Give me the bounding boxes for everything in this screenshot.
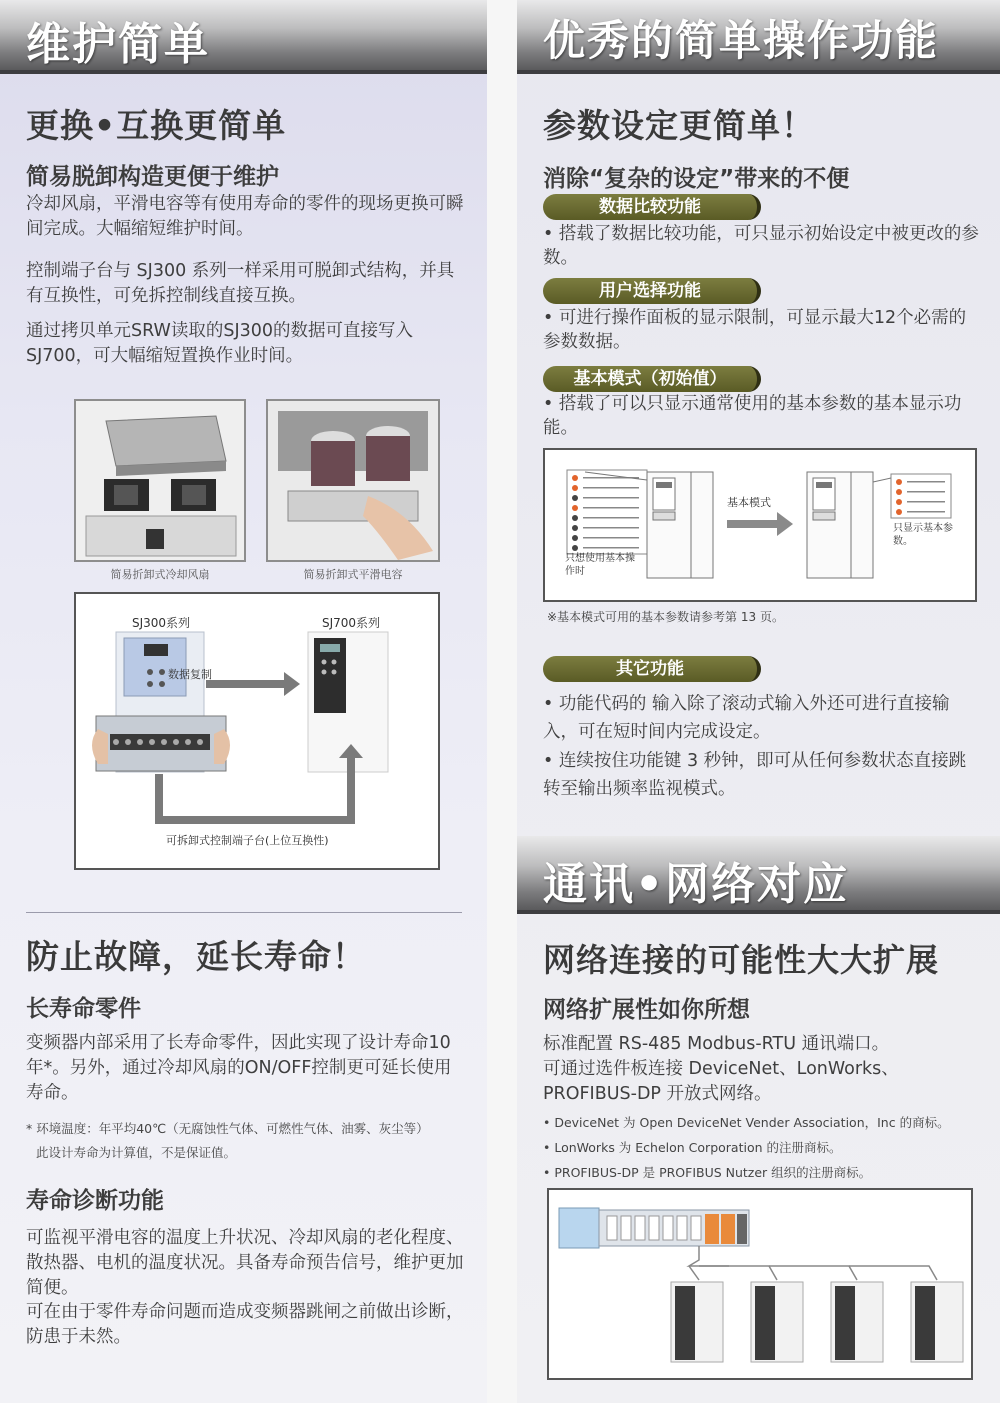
capacitor-photo <box>266 399 440 562</box>
tag-other-functions: 其它功能 <box>543 656 761 682</box>
inverter-3 <box>831 1282 883 1362</box>
left-column <box>0 0 487 1403</box>
tm-devicenet: • DeviceNet 为 Open DeviceNet Vender Association，Inc 的商标。 <box>543 1115 950 1130</box>
network-banner <box>517 836 1000 914</box>
operation-banner <box>517 0 1000 74</box>
tm-profibus: • PROFIBUS-DP 是 PROFIBUS Nutzer 组织的注册商标。 <box>543 1165 872 1180</box>
tag-user-select: 用户选择功能 <box>543 278 761 304</box>
network-diagram <box>547 1188 973 1380</box>
bullet-function-key: • 连续按住功能键 3 秒钟，即可从任何参数状态直接跳转至输出频率监视模式。 <box>543 751 967 799</box>
tag-basic-mode: 基本模式（初始值） <box>543 366 761 392</box>
note-design-life: 此设计寿命为计算值，不是保证值。 <box>36 1145 237 1160</box>
fan-illustration <box>76 401 244 560</box>
section-heading-network: 网络连接的可能性大大扩展 <box>543 941 940 979</box>
basic-mode-left-note: 只想使用基本操作时 <box>565 553 635 577</box>
left-divider <box>26 912 462 913</box>
terminal-caption: 可拆卸式控制端子台(上位互换性) <box>166 834 329 847</box>
right-column <box>517 0 1000 1403</box>
para-diagnosis: 可在由于零件寿命问题而造成变频器跳闸之前做出诊断，防患于未然。 <box>26 1302 464 1347</box>
maintenance-banner-title: 维护简单 <box>26 19 210 70</box>
copy-arrow-label: 数据复制 <box>168 668 212 681</box>
para-copy-unit: 通过拷贝单元SRW读取的SJ300的数据可直接写入SJ700，可大幅缩短置换作业时间。 <box>26 321 414 366</box>
maintenance-banner <box>0 0 487 74</box>
sj300-label: SJ300系列 <box>132 616 191 630</box>
bullet-direct-input: • 功能代码的 输入除了滚动式输入外还可进行直接输入，可在短时间内完成设定。 <box>543 694 950 742</box>
section-heading-prevent-failure: 防止故障，延长寿命！ <box>26 937 366 976</box>
sj700-label: SJ700系列 <box>322 616 381 630</box>
copy-diagram <box>74 592 440 870</box>
subheading-easy-removal: 简易脱卸构造更便于维护 <box>26 164 279 190</box>
section-heading-replace: 更换•互换更简单 <box>26 106 287 145</box>
bullet-basic-mode: • 搭载了可以只显示通常使用的基本参数的基本显示功能。 <box>543 394 962 438</box>
basic-mode-diagram <box>543 448 977 602</box>
para-monitoring: 可监视平滑电容的温度上升状况、冷却风扇的老化程度、散热器、电机的温度状况。具备寿命预告信号，维护更加简便。 <box>26 1228 464 1298</box>
inverter-2 <box>751 1282 803 1362</box>
subheading-life-diagnosis: 寿命诊断功能 <box>26 1188 164 1214</box>
inverter-4 <box>911 1282 963 1362</box>
para-terminal-block: 控制端子台与 SJ300 系列一样采用可脱卸式结构，并具有互换性，可免拆控制线直接互换。 <box>26 261 455 306</box>
para-open-network: 可通过选件板连接 DeviceNet、LonWorks、PROFIBUS-DP 开放式网络。 <box>543 1059 899 1104</box>
column-gap <box>487 0 517 1403</box>
operation-banner-title: 优秀的简单操作功能 <box>543 16 940 65</box>
note-ambient-temperature: * 环境温度：年平均40℃（无腐蚀性气体、可燃性气体、油雾、灰尘等） <box>26 1121 429 1136</box>
capacitor-caption: 简易折卸式平滑电容 <box>303 568 403 581</box>
section-heading-parameters: 参数设定更简单！ <box>543 106 815 145</box>
para-rs485: 标准配置 RS-485 Modbus-RTU 通讯端口。 <box>543 1034 890 1054</box>
network-graphics <box>549 1190 971 1378</box>
bullet-user-select: • 可进行操作面板的显示限制，可显示最大12个必需的参数数据。 <box>543 308 967 352</box>
para-long-life: 变频器内部采用了长寿命零件，因此实现了设计寿命10年*。另外，通过冷却风扇的ON/OFF控制更可延长使用寿命。 <box>26 1033 452 1103</box>
capacitor-illustration <box>268 401 438 560</box>
network-banner-title: 通讯•网络对应 <box>543 859 850 910</box>
para-fan-capacitor: 冷却风扇，平滑电容等有使用寿命的零件的现场更换可瞬间完成。大幅缩短维护时间。 <box>26 194 464 239</box>
basic-mode-right-note: 只显示基本参数。 <box>893 523 953 547</box>
basic-mode-arrow-label: 基本模式 <box>727 496 771 509</box>
bullet-data-compare: • 搭载了数据比较功能，可只显示初始设定中被更改的参数。 <box>543 224 979 268</box>
tm-lonworks: • LonWorks 为 Echelon Corporation 的注册商标。 <box>543 1140 842 1155</box>
basic-mode-footnote: ※基本模式可用的基本参数请参考第 13 页。 <box>547 610 784 624</box>
copy-diagram-graphics <box>76 594 438 868</box>
subheading-eliminate-complex: 消除“复杂的设定”带来的不便 <box>543 166 850 192</box>
inverter-1 <box>671 1282 723 1362</box>
tag-data-compare: 数据比较功能 <box>543 194 761 220</box>
subheading-long-life-parts: 长寿命零件 <box>26 996 141 1022</box>
fan-caption: 简易折卸式冷却风扇 <box>110 568 210 581</box>
fan-photo <box>74 399 246 562</box>
subheading-network-expand: 网络扩展性如你所想 <box>543 997 750 1023</box>
